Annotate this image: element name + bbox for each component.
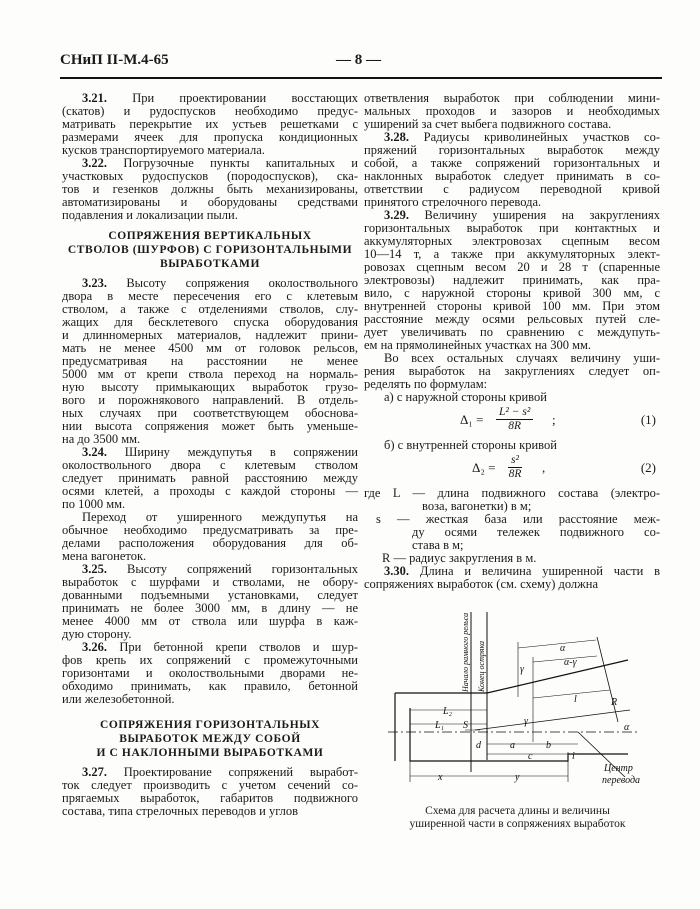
- label-y: y: [515, 772, 520, 783]
- section-number: 3.29.: [384, 208, 409, 222]
- text-line: следует принимать равной расстоянию между: [62, 471, 358, 485]
- section-number: 3.24.: [82, 445, 107, 459]
- variable-definition: [364, 513, 660, 552]
- text-line: ную высоту примыкающих выработок грузо-: [62, 380, 358, 394]
- text-line: кусков транспортируемого материала.: [62, 143, 265, 157]
- paragraph: [62, 766, 358, 818]
- text-line: Во всех остальных случаях величину уши-: [384, 351, 660, 365]
- text-line: автоматизированы и оборудованы средствами: [62, 195, 358, 209]
- formula-formula1: [364, 406, 660, 437]
- paragraph: [364, 565, 660, 591]
- line-text: При проектировании восстающих: [132, 91, 359, 105]
- paragraph: [364, 92, 660, 131]
- section-number: 3.23.: [82, 276, 107, 290]
- formula-punct: ;: [552, 412, 556, 427]
- formula-fraction: [496, 406, 533, 433]
- variable-symbol: s —: [376, 512, 410, 526]
- text-line: ток следует производить с учетом сечений со-: [62, 778, 358, 792]
- upper-wall-line: [395, 660, 628, 693]
- heading-line: СТВОЛОВ (ШУРФОВ) С ГОРИЗОНТАЛЬНЫМИ: [67, 244, 353, 256]
- text-line: ответствии с радиусом переводной кривой: [364, 182, 660, 196]
- text-line: наклонных выработок следует принимать в со-: [364, 169, 660, 183]
- denominator: 8R: [508, 468, 522, 480]
- branch-track: [475, 710, 630, 730]
- label-l1: L₁: [435, 720, 445, 731]
- line-text: Высоту сопряжений горизонтальных: [127, 562, 358, 576]
- text-line: горизонтальных выработок при контактных и: [364, 221, 660, 235]
- variable-definition: [364, 487, 660, 513]
- label-gamma: γ: [520, 664, 524, 675]
- text-line: ем на прямолинейных участках на 300 мм.: [364, 338, 592, 352]
- label-i: i: [572, 751, 575, 762]
- text-line: нии высота сопряжения может быть уменьше-: [62, 419, 358, 433]
- label-gamma-2: γ: [524, 716, 528, 727]
- numerator: L² − s²: [496, 406, 533, 420]
- variable-symbol: R —: [382, 551, 406, 565]
- formula-number: (1): [640, 412, 656, 427]
- text-line: делами расположения оборудования для об-: [62, 536, 358, 550]
- text-line: принятого стрелочного перевода.: [364, 195, 542, 209]
- text-line: сопряжениях выработок (см. схему) должна: [364, 577, 599, 591]
- label-b: b: [546, 740, 551, 751]
- line-text: Радиусы криволинейных участков со-: [423, 130, 660, 144]
- diagram-caption: [390, 805, 645, 831]
- header-rule: [60, 77, 662, 79]
- label-center-1: Центр: [604, 763, 633, 774]
- label-alpha-2: α: [624, 722, 630, 733]
- text-line: жащих для бесклетевого спуска оборудования: [62, 315, 358, 329]
- label-end-blade: Конец остряка: [477, 640, 486, 692]
- label-c: c: [528, 751, 533, 762]
- text-line: ровозах сцепным весом 20 и 28 т (спаренные: [364, 260, 660, 274]
- text-line: мать не менее 4500 мм от головок рельсов,: [62, 341, 358, 355]
- section-number: 3.25.: [82, 562, 107, 576]
- label-r: R: [611, 697, 618, 708]
- section-heading: [62, 229, 358, 271]
- text-line: воза, вагонетки) в м;: [422, 499, 532, 513]
- text-line: предусматривая на расстоянии не менее: [62, 354, 358, 368]
- text-line: рения выработок на закруглениях следует оп-: [364, 364, 660, 378]
- document-code: СНиП II-М.4-65: [60, 52, 169, 68]
- text-line: околоствольного двора с клетевым стволом: [62, 458, 358, 472]
- text-line: вого и порожнякового направлений. В отдель-: [62, 393, 358, 407]
- paragraph: [364, 352, 660, 391]
- section-number: 3.26.: [82, 640, 107, 654]
- line-text: Длина и величина уширенной части в: [419, 564, 660, 578]
- list-item-label: а) с наружной стороны кривой: [384, 390, 547, 404]
- text-line: аккумуляторных электровозах сцепным весом: [364, 234, 660, 248]
- text-line: собой, а также сопряжений горизонтальных и: [364, 156, 660, 170]
- text-line: участковых рудоспусков (породоспусков), ска-: [62, 169, 358, 183]
- text-line: на до 3500 мм.: [62, 432, 141, 446]
- heading-line: ВЫРАБОТКАМИ: [159, 258, 260, 270]
- text-line: става в м;: [412, 538, 464, 552]
- text-line: двора в месте пересечения его с клетевым: [62, 289, 358, 303]
- formula-lhs: Δ₂ =: [472, 460, 496, 475]
- definition-text: длина подвижного состава (электро-: [437, 486, 661, 500]
- text-line: размерами ячеек для пропуска кондиционных: [62, 130, 358, 144]
- formula-lhs: Δ₁ =: [460, 412, 484, 427]
- text-line: прягаемых выработок, габаритов подвижного: [62, 791, 358, 805]
- paragraph: [364, 209, 660, 352]
- junction-diagram: [380, 600, 650, 800]
- text-line: состава, типа стрелочных переводов и углов: [62, 804, 299, 818]
- text-line: подавления и локализации пыли.: [62, 208, 238, 222]
- line-text: Проектирование сопряжений выработ-: [123, 765, 358, 779]
- text-line: мальных проходов и зазоров и необходимых: [364, 104, 660, 118]
- text-line: по 1000 мм.: [62, 497, 126, 511]
- paragraph: [62, 511, 358, 563]
- section-number: 3.22.: [82, 156, 107, 170]
- text-line: фов крепь их сопряжений с промежуточными: [62, 653, 358, 667]
- label-l: l: [574, 694, 577, 705]
- text-line: и длинномерных материалов, надлежит прини-: [62, 328, 358, 342]
- section-heading: [62, 718, 358, 760]
- paragraph: [364, 131, 660, 209]
- left-column: [62, 92, 358, 818]
- text-line: пряжений горизонтальных выработок между: [364, 143, 660, 157]
- text-line: дую сторону.: [62, 627, 132, 641]
- text-line: стволом, а также с отделениями стволов, слу-: [62, 302, 358, 316]
- text-line: электровозы) надлежит принимать, как пра-: [364, 273, 660, 287]
- text-line: выработок с шурфами и стволами, не обору-: [62, 575, 358, 589]
- formula-number: (2): [640, 460, 656, 475]
- caption-line: уширенной части в сопряжениях выработок: [409, 818, 626, 830]
- variable-symbol: где L —: [364, 486, 426, 500]
- paragraph: [62, 277, 358, 446]
- text-line: 10—14 т, а также при аккумуляторных элект-: [364, 247, 660, 261]
- section-number: 3.27.: [82, 765, 107, 779]
- text-line: внутренней стороны кривой 100 мм. При этом: [364, 299, 660, 313]
- paragraph: [62, 446, 358, 511]
- text-line: Переход от уширенного междупутья на: [82, 510, 358, 524]
- text-line: менее 4000 мм от ствола или шурфа в каж-: [62, 614, 358, 628]
- label-start-rail: Начало рамного рельса: [461, 612, 470, 692]
- line-text: Погрузочные пункты капитальных и: [123, 156, 358, 170]
- heading-line: СОПРЯЖЕНИЯ ГОРИЗОНТАЛЬНЫХ: [99, 719, 321, 731]
- text-line: тов и гезенков должны быть механизированы,: [62, 182, 358, 196]
- label-s: S: [463, 720, 468, 731]
- label-alpha-gamma: α-γ: [564, 657, 577, 668]
- formula-formula2: [364, 454, 660, 485]
- right-column: [364, 92, 660, 591]
- label-center-2: перевода: [602, 775, 641, 786]
- formula-punct: ,: [542, 460, 546, 475]
- text-line: дованными подъемными установками, следует: [62, 588, 358, 602]
- line-text: Ширину междупутья в сопряжении: [124, 445, 359, 459]
- text-line: ределять по формулам:: [364, 377, 488, 391]
- text-line: или железобетонной.: [62, 692, 175, 706]
- text-line: осями клетей, а проходы с каждой стороны —: [62, 484, 358, 498]
- text-line: матривать перекрытие их устьев решетками с: [62, 117, 358, 131]
- paragraph: [62, 92, 358, 157]
- text-line: ду осями тележек подвижного со-: [412, 525, 660, 539]
- text-line: дует увеличивать по сравнению с междупуть-: [364, 325, 660, 339]
- text-line: обходимо принимать, как правило, бетонной: [62, 679, 358, 693]
- radius-line: [597, 637, 618, 722]
- section-number: 3.28.: [384, 130, 409, 144]
- section-number: 3.21.: [82, 91, 107, 105]
- text-line: принимать не более 3000 мм, в длину — не: [62, 601, 358, 615]
- text-line: 5000 мм от крепи ствола переход на нормаль-: [62, 367, 358, 381]
- numerator: s²: [508, 454, 522, 468]
- denominator: 8R: [508, 420, 522, 432]
- text-line: ных случаях при соответствующем обоснова-: [62, 406, 358, 420]
- caption-line: Схема для расчета длины и величины: [425, 805, 610, 817]
- text-line: вило, с наружной стороны кривой 300 мм, с: [364, 286, 660, 300]
- label-alpha: α: [560, 643, 566, 654]
- label-a: a: [510, 740, 515, 751]
- line-text: Высоту сопряжения околоствольного: [126, 276, 359, 290]
- heading-line: ВЫРАБОТОК МЕЖДУ СОБОЙ: [119, 733, 301, 745]
- label-x: x: [438, 772, 443, 783]
- text-line: ответвления выработок при соблюдении мини-: [364, 91, 660, 105]
- line-text: Величину уширения на закруглениях: [424, 208, 660, 222]
- heading-line: СОПРЯЖЕНИЯ ВЕРТИКАЛЬНЫХ: [108, 230, 312, 242]
- page-number: — 8 —: [336, 52, 381, 68]
- label-l2: L₂: [443, 706, 453, 717]
- text-line: обычное необходимо предусматривать за пре-: [62, 523, 358, 537]
- definition-text: жесткая база или расстояние меж-: [425, 512, 661, 526]
- paragraph: [62, 157, 358, 222]
- formula-fraction: [508, 454, 522, 481]
- text-line: мена вагонеток.: [62, 549, 147, 563]
- definition-text: радиус закругления в м.: [409, 551, 537, 565]
- line-text: При бетонной крепи стволов и шур-: [119, 640, 359, 654]
- text-line: (скатов) и рудоспусков необходимо предус-: [62, 104, 358, 118]
- text-line: горизонтами и околоствольными дворами не-: [62, 666, 358, 680]
- text-line: уширений за счет выбега подвижного состава.: [364, 117, 612, 131]
- heading-line: И С НАКЛОННЫМИ ВЫРАБОТКАМИ: [96, 747, 324, 759]
- section-number: 3.30.: [384, 564, 409, 578]
- text-line: расстояние между осями рельсовых путей сле-: [364, 312, 660, 326]
- list-item-label: б) с внутренней стороны кривой: [384, 438, 557, 452]
- label-d: d: [476, 740, 481, 751]
- paragraph: [62, 641, 358, 706]
- paragraph: [62, 563, 358, 641]
